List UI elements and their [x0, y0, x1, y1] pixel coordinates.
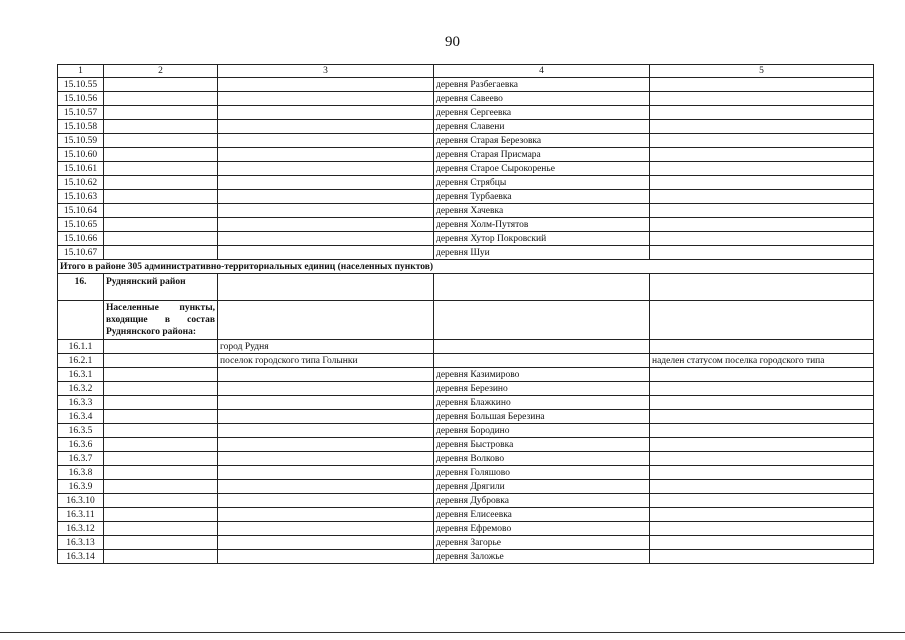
settlement-urban	[218, 148, 434, 162]
table-cell	[104, 176, 218, 190]
row-number: 15.10.60	[58, 148, 104, 162]
settlement-rural: деревня Холм-Путятов	[434, 218, 650, 232]
table-row	[58, 92, 874, 106]
table-row	[58, 134, 874, 148]
column-header: 2	[104, 65, 218, 78]
table-row	[58, 424, 874, 438]
table-cell	[104, 550, 218, 564]
note-cell	[650, 204, 874, 218]
note-cell	[650, 190, 874, 204]
settlement-rural: деревня Заложье	[434, 550, 650, 564]
settlement-urban	[218, 218, 434, 232]
table-cell	[104, 438, 218, 452]
note-cell	[650, 340, 874, 354]
table-cell	[104, 232, 218, 246]
row-number: 16.3.6	[58, 438, 104, 452]
district-name: Руднянский район	[104, 274, 218, 301]
settlement-rural: деревня Савеево	[434, 92, 650, 106]
table-cell	[104, 78, 218, 92]
settlement-rural: деревня Славени	[434, 120, 650, 134]
note-cell	[650, 78, 874, 92]
table-cell	[104, 246, 218, 260]
table-cell	[104, 204, 218, 218]
settlement-urban	[218, 508, 434, 522]
table-cell	[104, 452, 218, 466]
table-row	[58, 120, 874, 134]
table-cell	[104, 382, 218, 396]
table-cell	[434, 274, 650, 301]
settlement-urban	[218, 396, 434, 410]
row-number: 15.10.61	[58, 162, 104, 176]
settlement-rural: деревня Казимирово	[434, 368, 650, 382]
settlement-rural: деревня Бородино	[434, 424, 650, 438]
subheader-row	[58, 301, 874, 340]
district-total-row	[58, 260, 874, 274]
table-row	[58, 438, 874, 452]
settlement-rural: деревня Турбаевка	[434, 190, 650, 204]
bottom-rule	[0, 632, 905, 633]
table-cell	[58, 301, 104, 340]
row-number: 15.10.55	[58, 78, 104, 92]
note-cell	[650, 438, 874, 452]
settlement-urban	[218, 232, 434, 246]
table-row	[58, 382, 874, 396]
table-cell	[104, 536, 218, 550]
table-row	[58, 218, 874, 232]
table-cell	[104, 508, 218, 522]
column-header-row	[58, 65, 874, 78]
table-row	[58, 466, 874, 480]
row-number: 16.3.2	[58, 382, 104, 396]
row-number: 15.10.67	[58, 246, 104, 260]
table-cell	[650, 274, 874, 301]
row-number: 16.3.4	[58, 410, 104, 424]
table-row	[58, 522, 874, 536]
row-number: 16.3.9	[58, 480, 104, 494]
table-row	[58, 550, 874, 564]
table-row	[58, 148, 874, 162]
table-row	[58, 246, 874, 260]
settlement-urban	[218, 92, 434, 106]
settlement-urban	[218, 494, 434, 508]
district-row	[58, 274, 874, 301]
note-cell	[650, 148, 874, 162]
settlement-urban	[218, 522, 434, 536]
table-cell	[104, 424, 218, 438]
settlement-urban	[218, 190, 434, 204]
note-cell	[650, 246, 874, 260]
column-header: 4	[434, 65, 650, 78]
settlement-rural: деревня Большая Березина	[434, 410, 650, 424]
row-number: 16.3.13	[58, 536, 104, 550]
note-cell	[650, 466, 874, 480]
table-row	[58, 176, 874, 190]
row-number: 16.3.8	[58, 466, 104, 480]
note-cell	[650, 494, 874, 508]
settlement-rural: деревня Старая Березовка	[434, 134, 650, 148]
note-cell	[650, 480, 874, 494]
table-cell	[104, 494, 218, 508]
table-row	[58, 162, 874, 176]
table-row	[58, 494, 874, 508]
row-number: 15.10.62	[58, 176, 104, 190]
settlement-urban	[218, 134, 434, 148]
settlement-urban	[218, 466, 434, 480]
district-number: 16.	[58, 274, 104, 301]
settlement-urban: город Рудня	[218, 340, 434, 354]
table-cell	[104, 218, 218, 232]
note-cell	[650, 410, 874, 424]
settlement-urban	[218, 204, 434, 218]
row-number: 16.1.1	[58, 340, 104, 354]
settlement-rural: деревня Голяшово	[434, 466, 650, 480]
settlement-rural: деревня Сергеевка	[434, 106, 650, 120]
table-cell	[104, 148, 218, 162]
table-cell	[104, 106, 218, 120]
settlement-urban	[218, 120, 434, 134]
note-cell	[650, 368, 874, 382]
settlement-rural: деревня Загорье	[434, 536, 650, 550]
note-cell	[650, 522, 874, 536]
settlement-rural	[434, 340, 650, 354]
settlement-rural: деревня Хутор Покровский	[434, 232, 650, 246]
table-cell	[104, 120, 218, 134]
settlement-urban	[218, 438, 434, 452]
settlement-rural: деревня Старое Сырокоренье	[434, 162, 650, 176]
settlement-urban	[218, 480, 434, 494]
settlement-urban	[218, 246, 434, 260]
note-cell	[650, 232, 874, 246]
table-row	[58, 536, 874, 550]
note-cell	[650, 218, 874, 232]
table-row	[58, 410, 874, 424]
district-total-text: Итого в районе 305 административно-территориальных единиц (населенных пунктов)	[58, 260, 874, 274]
row-number: 15.10.63	[58, 190, 104, 204]
settlement-rural: деревня Разбегаевка	[434, 78, 650, 92]
note-cell	[650, 424, 874, 438]
table-row	[58, 190, 874, 204]
row-number: 15.10.64	[58, 204, 104, 218]
table-cell	[104, 190, 218, 204]
row-number: 15.10.56	[58, 92, 104, 106]
note-cell	[650, 396, 874, 410]
table-row	[58, 78, 874, 92]
settlement-rural: деревня Быстровка	[434, 438, 650, 452]
note-cell	[650, 176, 874, 190]
settlement-rural: деревня Старая Присмара	[434, 148, 650, 162]
table-row	[58, 106, 874, 120]
settlement-rural: деревня Дубровка	[434, 494, 650, 508]
row-number: 15.10.65	[58, 218, 104, 232]
row-number: 15.10.57	[58, 106, 104, 120]
settlement-rural: деревня Блажкино	[434, 396, 650, 410]
table-row	[58, 396, 874, 410]
row-number: 16.3.3	[58, 396, 104, 410]
table-row	[58, 508, 874, 522]
row-number: 16.2.1	[58, 354, 104, 368]
settlement-rural: деревня Березино	[434, 382, 650, 396]
row-number: 16.3.14	[58, 550, 104, 564]
table-cell	[104, 92, 218, 106]
note-cell	[650, 452, 874, 466]
table-row	[58, 204, 874, 218]
row-number: 15.10.66	[58, 232, 104, 246]
table-cell	[104, 396, 218, 410]
settlement-urban	[218, 78, 434, 92]
row-number: 16.3.12	[58, 522, 104, 536]
note-cell: наделен статусом поселка городского типа	[650, 354, 874, 368]
column-header: 1	[58, 65, 104, 78]
note-cell	[650, 536, 874, 550]
settlement-urban: поселок городского типа Голынки	[218, 354, 434, 368]
table-cell	[104, 466, 218, 480]
note-cell	[650, 134, 874, 148]
table-cell	[218, 301, 434, 340]
settlement-rural: деревня Стрябцы	[434, 176, 650, 190]
settlement-urban	[218, 106, 434, 120]
table-row	[58, 354, 874, 368]
table-cell	[104, 354, 218, 368]
table-cell	[104, 368, 218, 382]
column-header: 3	[218, 65, 434, 78]
settlement-rural: деревня Шуи	[434, 246, 650, 260]
note-cell	[650, 162, 874, 176]
row-number: 15.10.59	[58, 134, 104, 148]
table-cell	[104, 522, 218, 536]
subheader-text: Населенные пункты, входящие в состав Руднянского района:	[104, 301, 218, 340]
settlement-urban	[218, 382, 434, 396]
note-cell	[650, 550, 874, 564]
row-number: 16.3.7	[58, 452, 104, 466]
row-number: 15.10.58	[58, 120, 104, 134]
table-cell	[104, 340, 218, 354]
table-cell	[104, 410, 218, 424]
row-number: 16.3.10	[58, 494, 104, 508]
note-cell	[650, 382, 874, 396]
settlement-urban	[218, 410, 434, 424]
table-cell	[104, 480, 218, 494]
row-number: 16.3.11	[58, 508, 104, 522]
table-row	[58, 480, 874, 494]
settlement-rural: деревня Ефремово	[434, 522, 650, 536]
table-cell	[104, 134, 218, 148]
table-row	[58, 368, 874, 382]
settlement-rural: деревня Хачевка	[434, 204, 650, 218]
note-cell	[650, 106, 874, 120]
note-cell	[650, 120, 874, 134]
table-row	[58, 232, 874, 246]
table-row	[58, 452, 874, 466]
note-cell	[650, 92, 874, 106]
settlement-urban	[218, 424, 434, 438]
settlement-rural	[434, 354, 650, 368]
settlement-urban	[218, 368, 434, 382]
settlement-rural: деревня Дрягили	[434, 480, 650, 494]
note-cell	[650, 508, 874, 522]
settlement-urban	[218, 176, 434, 190]
settlement-urban	[218, 162, 434, 176]
settlement-rural: деревня Волково	[434, 452, 650, 466]
page-number: 90	[445, 34, 460, 50]
row-number: 16.3.5	[58, 424, 104, 438]
table-cell	[218, 274, 434, 301]
settlements-table	[57, 64, 874, 564]
settlement-urban	[218, 536, 434, 550]
table-cell	[104, 162, 218, 176]
settlement-urban	[218, 452, 434, 466]
settlement-urban	[218, 550, 434, 564]
table-cell	[434, 301, 650, 340]
row-number: 16.3.1	[58, 368, 104, 382]
settlement-rural: деревня Елисеевка	[434, 508, 650, 522]
table-cell	[650, 301, 874, 340]
table-row	[58, 340, 874, 354]
column-header: 5	[650, 65, 874, 78]
